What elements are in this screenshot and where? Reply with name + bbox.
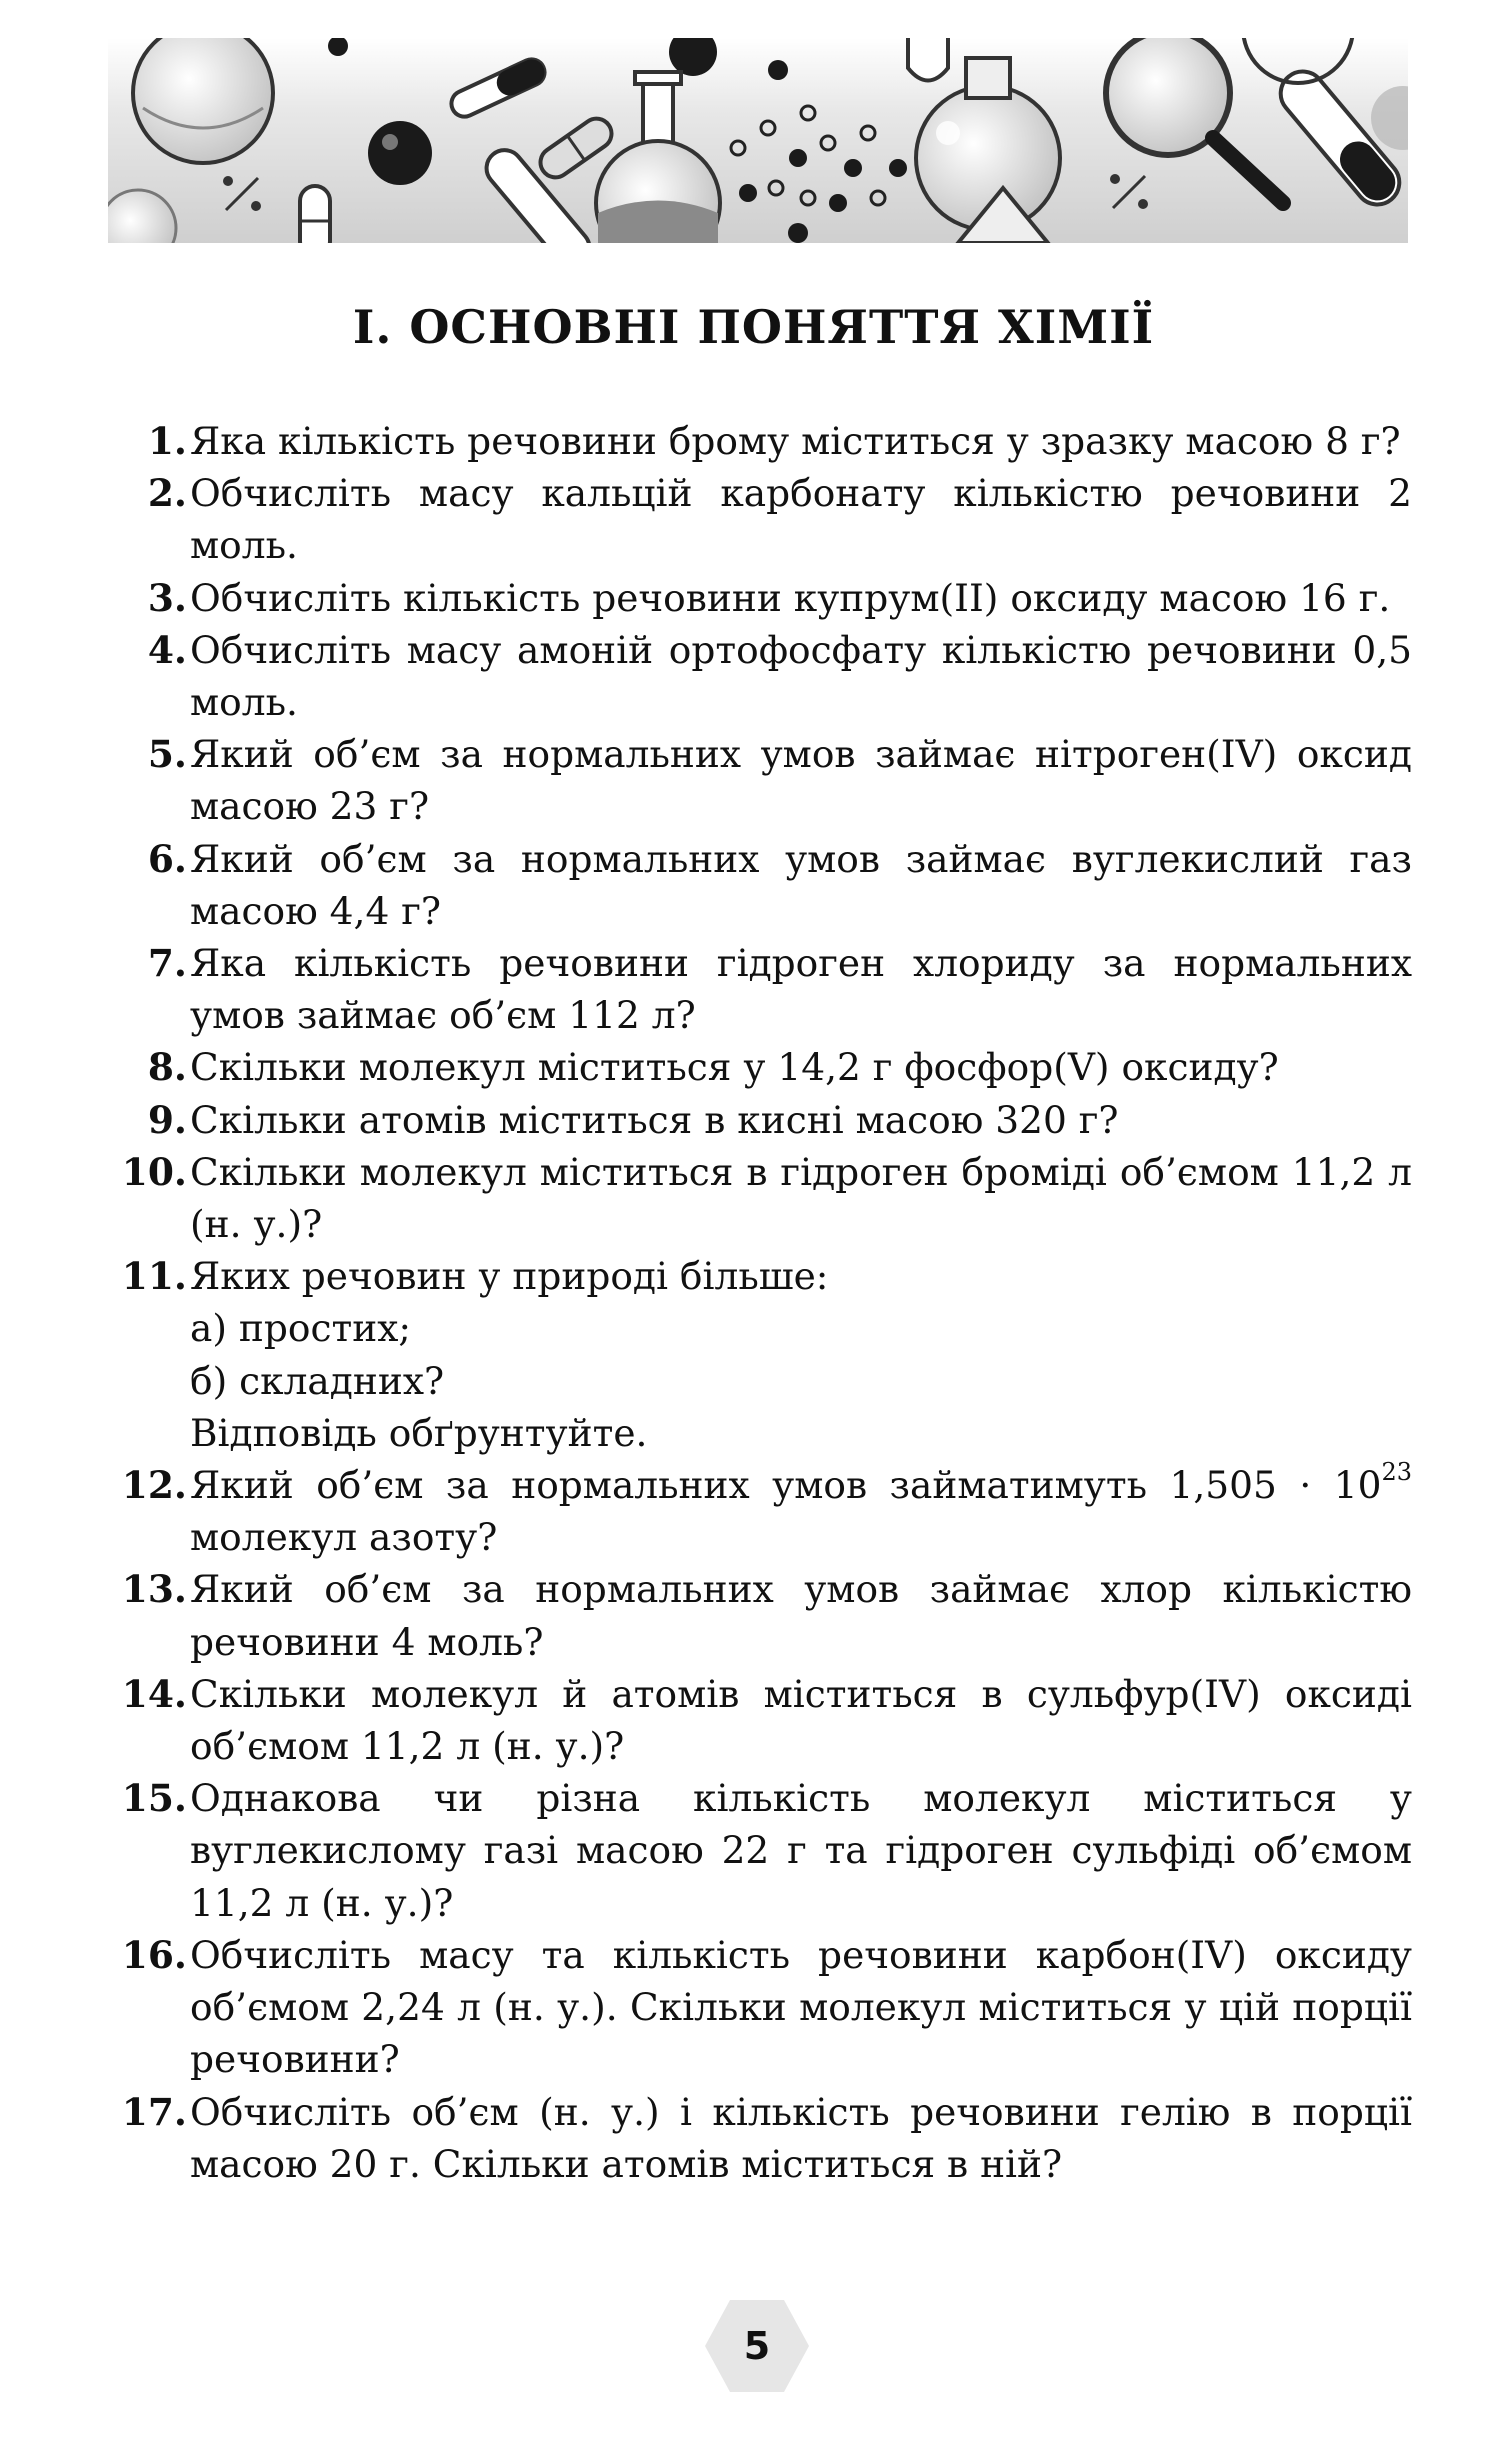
- item-number: 3.: [147, 575, 187, 620]
- list-item: [110, 1772, 1412, 1929]
- page-number-label: 5: [743, 2324, 771, 2368]
- item-number: 13.: [121, 1567, 187, 1612]
- item-text-part: Який об’єм за нормальних умов займатимуть 1,505 · 10: [190, 1463, 1382, 1508]
- item-text: Скільки молекул міститься в гідроген броміді об’ємом 11,2 л (н. у.)?: [190, 1149, 1412, 1247]
- item-question: Яких речовин у природі більше:: [190, 1254, 829, 1299]
- list-item: [110, 624, 1412, 728]
- item-option: а) простих;: [190, 1306, 412, 1351]
- item-number: 14.: [121, 1671, 187, 1716]
- item-number: 16.: [121, 1932, 187, 1977]
- item-note: Відповідь обґрунтуйте.: [190, 1410, 648, 1455]
- task-list: [110, 415, 1412, 2190]
- item-number: 5.: [147, 732, 187, 777]
- capsule-icon: [300, 186, 330, 243]
- item-text: [190, 1459, 1412, 1563]
- item-number: 8.: [147, 1045, 187, 1090]
- item-text: Скільки молекул й атомів міститься в сульфур(ІV) оксиді об’ємом 11,2 л (н. у.)?: [190, 1671, 1412, 1769]
- item-text-part: молекул азоту?: [190, 1515, 498, 1560]
- list-item: [110, 572, 1412, 624]
- item-number: 6.: [147, 836, 187, 881]
- list-item: [110, 1146, 1412, 1250]
- item-text: Обчисліть масу та кількість речовини карбон(ІV) оксиду об’ємом 2,24 л (н. у.). Скільки молекул міститься у цій порції речовини?: [190, 1932, 1412, 2082]
- item-number: 4.: [147, 627, 187, 672]
- item-number: 10.: [121, 1149, 187, 1194]
- list-item: [110, 833, 1412, 937]
- list-item: [110, 937, 1412, 1041]
- item-number: 17.: [121, 2089, 187, 2134]
- item-number: 7.: [147, 941, 187, 986]
- item-text: Обчисліть кількість речовини купрум(ІІ) оксиду масою 16 г.: [190, 575, 1391, 620]
- item-number: 9.: [147, 1097, 187, 1142]
- list-item: [110, 1929, 1412, 2086]
- list-item: [110, 1094, 1412, 1146]
- page-title: I. ОСНОВНІ ПОНЯТТЯ ХІМІЇ: [352, 300, 1155, 354]
- item-text: Обчисліть масу кальцій карбонату кількістю речовини 2 моль.: [190, 471, 1412, 568]
- item-option: б) складних?: [190, 1358, 445, 1403]
- test-tube-icon: [908, 38, 948, 81]
- item-number: 11.: [121, 1254, 187, 1299]
- item-number: 2.: [147, 471, 187, 516]
- list-item: [110, 1250, 1412, 1459]
- item-text: [190, 1250, 1412, 1459]
- list-item: [110, 1459, 1412, 1563]
- item-number: 15.: [121, 1776, 187, 1821]
- list-item: [110, 1041, 1412, 1093]
- page-number: [703, 2298, 811, 2394]
- item-text: Яка кількість речовини брому міститься у зразку масою 8 г?: [190, 419, 1401, 463]
- round-flask-icon: [133, 38, 273, 163]
- exponent: 23: [1381, 1458, 1412, 1487]
- list-item: [110, 415, 1412, 467]
- item-text: Який об’єм за нормальних умов займає нітроген(ІV) оксид масою 23 г?: [190, 732, 1412, 829]
- item-number: 12.: [121, 1463, 187, 1508]
- list-item: [110, 467, 1412, 571]
- list-item: [110, 1668, 1412, 1772]
- item-text: Обчисліть масу амоній ортофосфату кількістю речовини 0,5 моль.: [190, 627, 1412, 725]
- item-text: Скільки молекул міститься у 14,2 г фосфор(V) оксиду?: [190, 1045, 1279, 1090]
- item-number: 1.: [147, 419, 187, 463]
- list-item: [110, 728, 1412, 832]
- item-text: Яка кількість речовини гідроген хлориду за нормальних умов займає об’єм 112 л?: [190, 941, 1412, 1038]
- item-text: Який об’єм за нормальних умов займає хлор кількістю речовини 4 моль?: [190, 1567, 1412, 1664]
- list-item: [110, 2086, 1412, 2190]
- list-item: [110, 1563, 1412, 1667]
- item-text: Обчисліть об’єм (н. у.) і кількість речовини гелію в порції масою 20 г. Скільки атомів міститься в ній?: [190, 2089, 1412, 2186]
- item-text: Скільки атомів міститься в кисні масою 320 г?: [190, 1097, 1119, 1142]
- header-banner: [108, 38, 1408, 243]
- item-text: Однакова чи різна кількість молекул міститься у вуглекислому газі масою 22 г та гідроген сульфіді об’ємом 11,2 л (н. у.)?: [190, 1776, 1412, 1925]
- item-text: Який об’єм за нормальних умов займає вуглекислий газ масою 4,4 г?: [190, 836, 1412, 933]
